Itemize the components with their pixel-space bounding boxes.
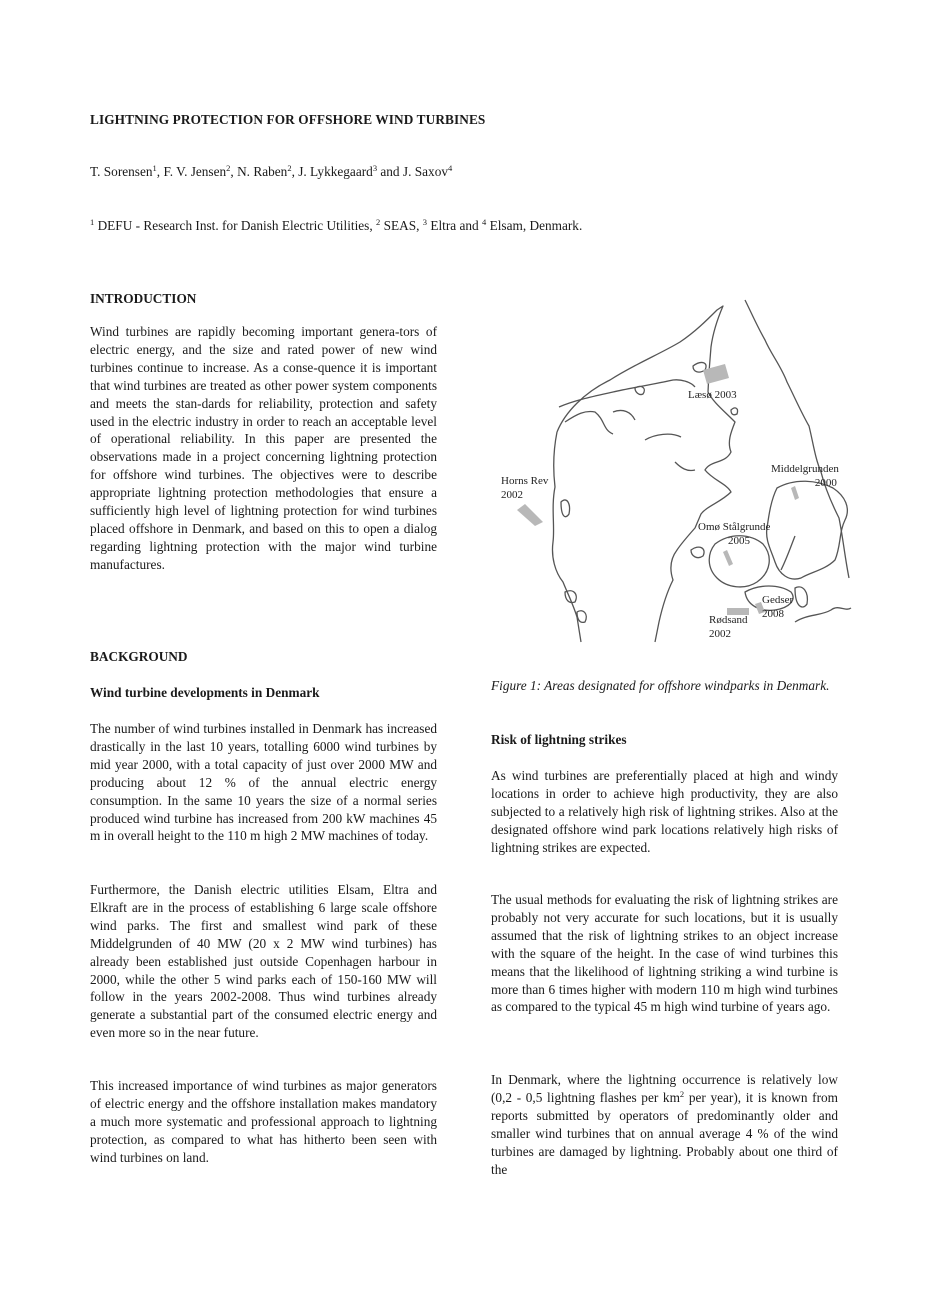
windpark-laeso: [703, 364, 729, 384]
subheading-developments: Wind turbine developments in Denmark: [90, 685, 320, 700]
developments-paragraph-2: Furthermore, the Danish electric utilities Elsam, Eltra and Elkraft are in the process of establishing 6 large scale offshore wind parks. The first and smallest wind park of these Middelgrunden of 40 MW (20 x 2 MW wind turbines) has already been established just outside Copenhagen harbour in 2000, while the other 5 wind parks each of 150-160 MW will follow in the years 2002-2008. Thus wind turbines already generate a substantial part of the consumed electric energy and even more so in the near future.: [90, 882, 437, 1041]
author: J. Lykkegaard$^3$ and: [298, 163, 403, 179]
intro-paragraph: Wind turbines are rapidly becoming important genera-tors of electric energy, and the size and rated power of new wind turbines continue to increase. As a conse-quence it is important that wind turbines are treated as other power system components and meets the stan-dards for reliability, protection and safety used in the electric industry in order to reach an acceptable level of operational reliability. In this paper are presented the observations made in a project concerning lightning protection for offshore wind turbines. The objectives were to describe appropriate lightning protection methodologies that ensure a sufficiently high level of lightning protection for wind turbines placed offshore in Denmark, and based on this to open a dialog regarding lightning protection with the major wind turbine manufactures.: [90, 324, 437, 572]
paper-title: LIGHTNING PROTECTION FOR OFFSHORE WIND TURBINES: [90, 112, 486, 127]
label-horns-rev: Horns Rev 2002: [501, 475, 549, 501]
denmark-map-figure: [495, 292, 855, 647]
figure-caption: Figure 1: Areas designated for offshore windparks in Denmark.: [491, 678, 830, 693]
section-heading-background: BACKGROUND: [90, 649, 188, 664]
author: F. V. Jensen$^2$,: [163, 163, 238, 179]
label-gedser: Gedser 2008: [762, 594, 794, 620]
author-list: [90, 164, 452, 180]
risk-paragraph-1: As wind turbines are preferentially placed at high and windy locations in order to achieve high productivity, they are also subjected to a relatively high risk of lightning strikes. Also at the designated offshore wind park locations relatively high risks of lightning strikes are expected.: [491, 768, 838, 855]
risk-paragraph-2: The usual methods for evaluating the risk of lightning strikes are probably not very accurate for such locations, but it is usually assumed that the risk of lightning strikes to an object increase with the square of the height. In the case of wind turbines this means that the likelihood of lightning striking a wind turbine is more than 6 times higher with modern 110 m high wind turbines as compared to the typical 45 m high wind turbine of years ago.: [491, 892, 838, 1015]
developments-paragraph-3: This increased importance of wind turbines as major generators of electric energy and the offshore installation makes mandatory a much more systematic and professional approach to lightning protection, as compared to what has hitherto been seen with wind turbines on land.: [90, 1078, 437, 1165]
author: N. Raben$^2$,: [237, 163, 299, 179]
developments-paragraph-1: The number of wind turbines installed in Denmark has increased drastically in the last 10 years, totalling 6000 wind turbines by mid year 2000, with a total capacity of just over 2000 MW and producing about 12 % of the annual electric energy consumption. In the same 10 years the size of a normal series produced wind turbine has increased from 200 kW machines 45 m in overall height to the 110 m high 2 MW machines of today.: [90, 721, 437, 844]
subheading-risk: Risk of lightning strikes: [491, 732, 627, 747]
risk-paragraph-3: In Denmark, where the lightning occurrence is relatively low (0,2 - 0,5 lightning flashes per $km^2$ per year), it is known from reports submitted by operators of predominantly older and smaller wind turbines that on annual average 4 % of the wind turbines are damaged by lightning. Probably about one third of the: [491, 1072, 838, 1177]
section-heading-introduction: INTRODUCTION: [90, 291, 197, 306]
affiliations: $^1$ DEFU - Research Inst. for Danish Electric Utilities, $^2$ SEAS, $^3$ Eltra and $^4$ Elsam, Denmark.: [90, 217, 583, 233]
label-omo-stalgrunde: Omø Stålgrunde 2005: [698, 521, 771, 547]
author: T. Sorensen$^1$,: [90, 163, 164, 179]
label-laeso: Læsø 2003: [688, 389, 737, 401]
label-rodsand: Rødsand 2002: [709, 614, 748, 640]
author: J. Saxov$^4$: [402, 163, 453, 179]
label-middelgrunden: Middelgrunden 2000: [771, 463, 839, 489]
